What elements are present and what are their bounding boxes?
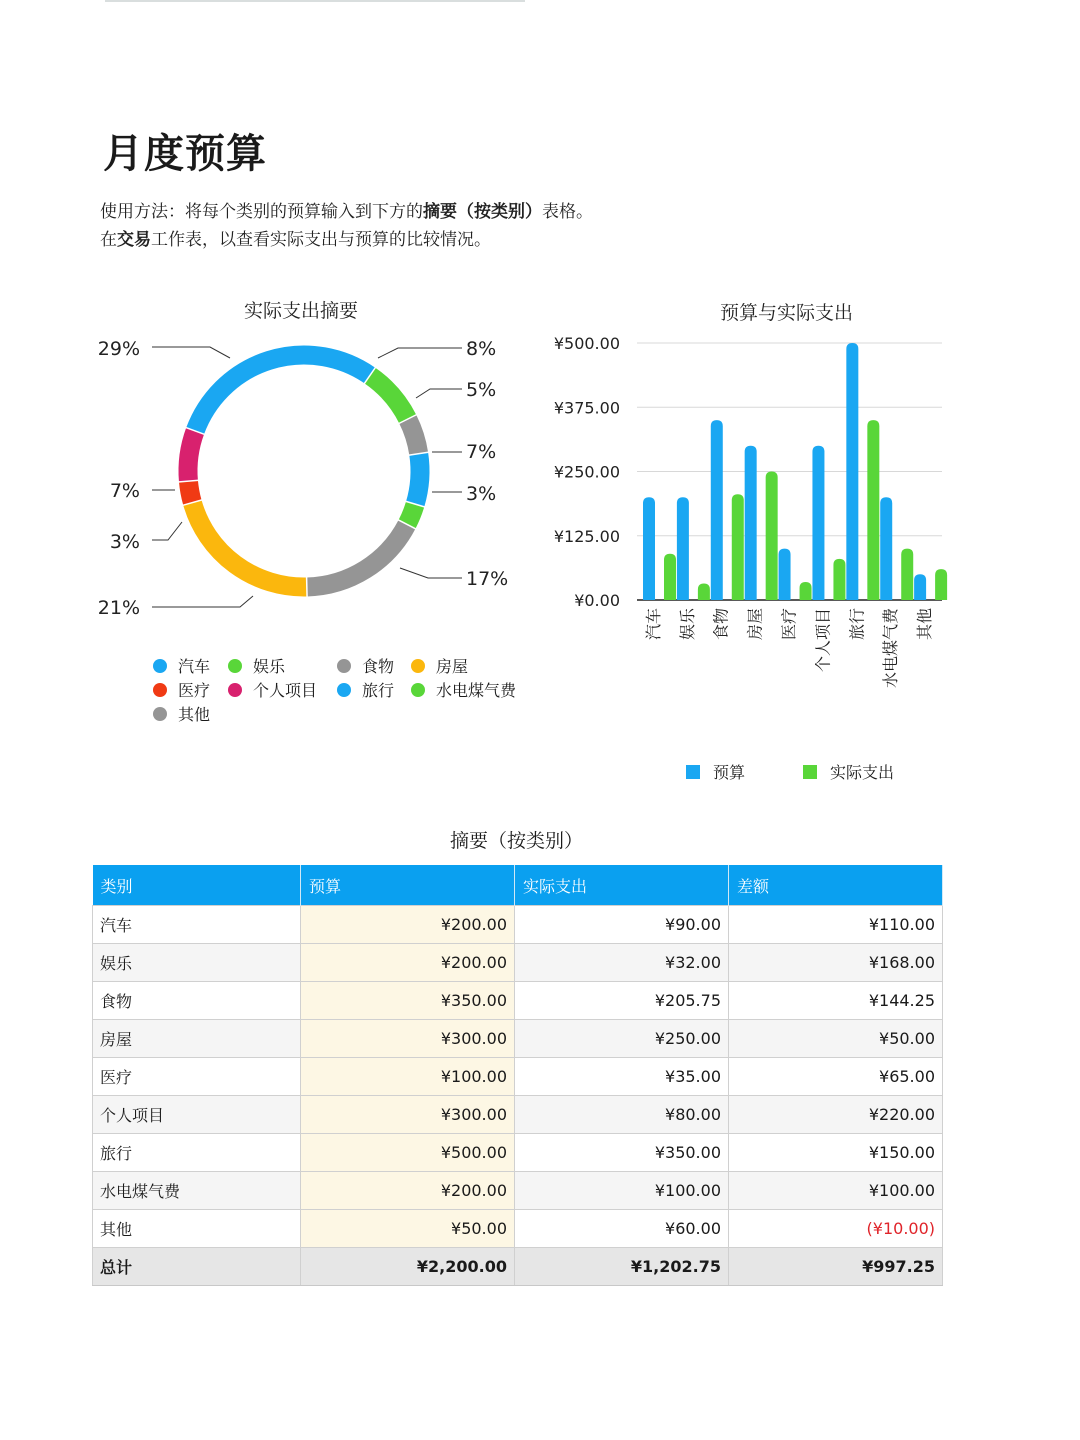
table-row — [93, 1020, 943, 1058]
cell-budget[interactable]: ¥100.00 — [301, 1058, 515, 1096]
actual-bar-3[interactable] — [732, 494, 744, 600]
legend-label: 娱乐 — [253, 657, 286, 676]
legend-label: 水电煤气费 — [436, 681, 517, 700]
budget-bar-2[interactable] — [677, 497, 689, 600]
cell-actual[interactable]: ¥35.00 — [515, 1058, 729, 1096]
budget-bar-7[interactable] — [846, 343, 858, 600]
bar-chart-title: 预算与实际支出 — [720, 302, 854, 324]
actual-bar-8[interactable] — [901, 549, 913, 600]
legend-label: 其他 — [178, 705, 211, 724]
cell-actual[interactable]: ¥32.00 — [515, 944, 729, 982]
legend-budget: 预算 — [686, 760, 745, 783]
x-category-label: 医疗 — [779, 608, 799, 641]
x-category-label: 其他 — [915, 608, 935, 641]
cell-category[interactable]: 个人项目 — [93, 1096, 301, 1134]
legend-label: 食物 — [362, 657, 395, 676]
budget-bar-3[interactable] — [711, 420, 723, 600]
intro-line-1: 使用方法：将每个类别的预算输入到下方的摘要（按类别）表格。 — [100, 202, 593, 222]
slice-percent-label: 21% — [97, 597, 140, 619]
legend-dot — [411, 683, 425, 697]
legend-dot — [228, 683, 242, 697]
x-category-label: 房屋 — [745, 608, 765, 641]
actual-bar-7[interactable] — [867, 420, 879, 600]
cell-budget[interactable]: ¥500.00 — [301, 1134, 515, 1172]
intro-line-2: 在交易工作表，以查看实际支出与预算的比较情况。 — [100, 230, 491, 250]
cell-actual[interactable]: ¥205.75 — [515, 982, 729, 1020]
cell-category[interactable]: 汽车 — [93, 906, 301, 944]
cell-difference[interactable]: ¥997.25 — [729, 1248, 943, 1286]
legend-dot — [153, 683, 167, 697]
header-budget[interactable]: 预算 — [301, 865, 515, 906]
cell-difference[interactable]: ¥220.00 — [729, 1096, 943, 1134]
header-category[interactable]: 类别 — [93, 865, 301, 906]
actual-bar-9[interactable] — [935, 569, 947, 600]
x-category-label: 娱乐 — [677, 608, 697, 641]
legend-label: 汽车 — [178, 657, 211, 676]
cell-budget[interactable]: ¥200.00 — [301, 944, 515, 982]
slice-percent-label: 7% — [109, 480, 140, 502]
budget-bar-5[interactable] — [779, 549, 791, 600]
legend-label: 个人项目 — [253, 681, 318, 700]
actual-bar-4[interactable] — [766, 472, 778, 601]
cell-difference[interactable]: ¥150.00 — [729, 1134, 943, 1172]
actual-bar-1[interactable] — [664, 554, 676, 600]
actual-bar-5[interactable] — [800, 582, 812, 600]
cell-category[interactable]: 娱乐 — [93, 944, 301, 982]
legend-actual: 实际支出 — [803, 760, 894, 783]
y-tick-label: ¥375.00 — [553, 398, 620, 418]
cell-budget[interactable]: ¥50.00 — [301, 1210, 515, 1248]
x-category-label: 食物 — [711, 608, 731, 641]
cell-difference[interactable]: ¥168.00 — [729, 944, 943, 982]
table-row — [93, 944, 943, 982]
cell-budget[interactable]: ¥300.00 — [301, 1020, 515, 1058]
page-title: 月度预算 — [103, 131, 267, 177]
budget-swatch — [686, 765, 700, 779]
budget-bar-8[interactable] — [880, 497, 892, 600]
cell-actual[interactable]: ¥350.00 — [515, 1134, 729, 1172]
y-tick-label: ¥500.00 — [553, 334, 620, 353]
cell-budget[interactable]: ¥350.00 — [301, 982, 515, 1020]
header-actual[interactable]: 实际支出 — [515, 865, 729, 906]
budget-bar-9[interactable] — [914, 574, 926, 600]
x-category-label: 旅行 — [847, 608, 867, 641]
cell-actual[interactable]: ¥1,202.75 — [515, 1248, 729, 1286]
legend-label: 房屋 — [436, 657, 469, 676]
cell-budget[interactable]: ¥300.00 — [301, 1096, 515, 1134]
cell-difference[interactable]: (¥10.00) — [729, 1210, 943, 1248]
slice-percent-label: 3% — [109, 531, 140, 553]
legend-item — [337, 654, 394, 677]
cell-difference[interactable]: ¥100.00 — [729, 1172, 943, 1210]
table-row — [93, 1134, 943, 1172]
cell-budget[interactable]: ¥200.00 — [301, 1172, 515, 1210]
table-header-row — [93, 865, 943, 906]
legend-item — [228, 654, 285, 677]
legend-item — [228, 678, 317, 701]
table-row — [93, 1096, 943, 1134]
cell-actual[interactable]: ¥80.00 — [515, 1096, 729, 1134]
slice-percent-label: 29% — [97, 338, 140, 360]
actual-bar-6[interactable] — [833, 559, 845, 600]
cell-actual[interactable]: ¥100.00 — [515, 1172, 729, 1210]
legend-label: 旅行 — [362, 681, 395, 700]
legend-item — [153, 702, 210, 725]
bar-chart-legend — [686, 760, 952, 783]
x-category-label: 汽车 — [643, 608, 663, 641]
cell-category[interactable]: 水电煤气费 — [93, 1172, 301, 1210]
slice-percent-label: 5% — [466, 379, 497, 401]
slice-percent-label: 7% — [466, 441, 497, 463]
cell-actual[interactable]: ¥250.00 — [515, 1020, 729, 1058]
pie-chart-title: 实际支出摘要 — [244, 300, 359, 322]
cell-actual[interactable]: ¥60.00 — [515, 1210, 729, 1248]
legend-dot — [153, 707, 167, 721]
cell-category[interactable]: 房屋 — [93, 1020, 301, 1058]
legend-item — [153, 678, 210, 701]
x-category-label: 水电煤气费 — [881, 608, 901, 689]
legend-item — [411, 654, 468, 677]
summary-table — [92, 865, 943, 1286]
legend-dot — [411, 659, 425, 673]
cell-difference[interactable]: ¥144.25 — [729, 982, 943, 1020]
table-row — [93, 1058, 943, 1096]
y-tick-label: ¥125.00 — [553, 526, 620, 546]
legend-label: 医疗 — [178, 681, 211, 700]
slice-percent-label: 8% — [466, 338, 497, 360]
budget-bar-1[interactable] — [643, 497, 655, 600]
y-tick-label: ¥250.00 — [553, 462, 620, 482]
actual-swatch — [803, 765, 817, 779]
legend-dot — [228, 659, 242, 673]
cell-budget[interactable]: ¥200.00 — [301, 906, 515, 944]
actual-bar-2[interactable] — [698, 584, 710, 600]
header-difference[interactable]: 差额 — [729, 865, 943, 906]
budget-bar-6[interactable] — [812, 446, 824, 600]
cell-difference[interactable]: ¥65.00 — [729, 1058, 943, 1096]
budget-bar-4[interactable] — [745, 446, 757, 600]
slice-percent-label: 3% — [466, 483, 497, 505]
legend-item — [411, 678, 516, 701]
cell-category[interactable]: 食物 — [93, 982, 301, 1020]
table-row — [93, 1172, 943, 1210]
cell-actual[interactable]: ¥90.00 — [515, 906, 729, 944]
table-row — [93, 906, 943, 944]
legend-item — [337, 678, 394, 701]
table-row — [93, 1210, 943, 1248]
table-total-row — [93, 1248, 943, 1286]
table-title: 摘要（按类别） — [449, 830, 583, 852]
x-category-label: 个人项目 — [813, 608, 833, 673]
cell-budget[interactable]: ¥2,200.00 — [301, 1248, 515, 1286]
legend-dot — [337, 683, 351, 697]
cell-difference[interactable]: ¥50.00 — [729, 1020, 943, 1058]
table-row — [93, 982, 943, 1020]
slice-percent-label: 17% — [466, 568, 509, 590]
cell-difference[interactable]: ¥110.00 — [729, 906, 943, 944]
cell-category[interactable]: 旅行 — [93, 1134, 301, 1172]
legend-dot — [337, 659, 351, 673]
cell-category[interactable]: 其他 — [93, 1210, 301, 1248]
legend-dot — [153, 659, 167, 673]
y-tick-label: ¥0.00 — [574, 591, 620, 610]
legend-item — [153, 654, 210, 677]
cell-category[interactable]: 医疗 — [93, 1058, 301, 1096]
cell-category[interactable]: 总计 — [93, 1248, 301, 1286]
